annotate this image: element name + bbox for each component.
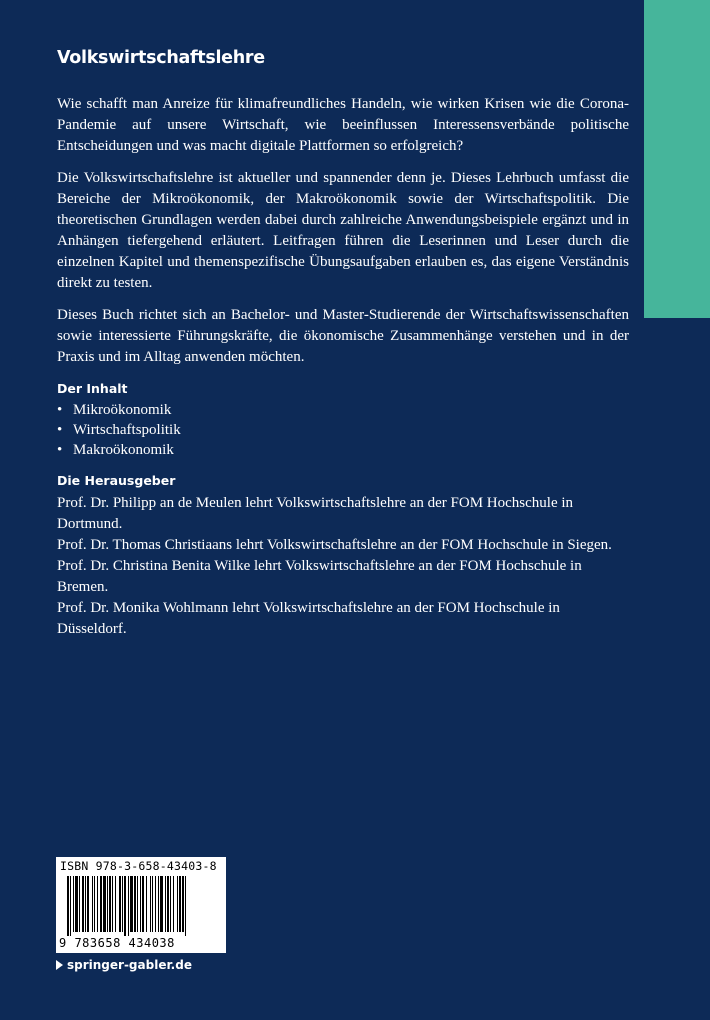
publisher-url: springer-gabler.de bbox=[67, 958, 192, 972]
arrow-right-icon bbox=[56, 960, 63, 970]
list-item: • Mikroökonomik bbox=[57, 400, 629, 420]
barcode-digits: 9 783658 434038 bbox=[59, 936, 175, 950]
editors-list bbox=[57, 493, 629, 640]
audience-paragraph: Dieses Buch richtet sich an Bachelor- und Master-Studierende der Wirtschaftswissenschaften sowie interessierte Führungskräfte, die ökonomische Zusammenhänge verstehen und in der Praxis und im Alltag anwenden möchten. bbox=[57, 307, 629, 365]
isbn-barcode bbox=[56, 857, 226, 953]
list-item: • Makroökonomik bbox=[57, 440, 629, 460]
barcode-icon bbox=[59, 876, 223, 936]
contents-heading: Der Inhalt bbox=[57, 381, 128, 396]
isbn-label: ISBN 978-3-658-43403-8 bbox=[60, 859, 217, 873]
description-paragraph: Die Volkswirtschaftslehre ist aktueller und spannender denn je. Dieses Lehrbuch umfasst die Bereiche der Mikroökonomik, der Makroökonomik sowie der Wirtschaftspolitik. Die theoretischen Grundlagen werden dabei durch zahlreiche Anwendungsbeispiele ergänzt und in Anhängen tiefergehend erläutert. Leitfragen führen die Leserinnen und Leser durch die einzelnen Kapitel und themenspezifische Übungsaufgaben erlauben es, das eigene Verständnis direkt zu testen. bbox=[57, 170, 629, 291]
editor-entry: Prof. Dr. Christina Benita Wilke lehrt Volkswirtschaftslehre an der FOM Hochschule in Bremen. bbox=[57, 558, 582, 595]
intro-paragraph: Wie schafft man Anreize für klimafreundliches Handeln, wie wirken Krisen wie die Corona-Pandemie auf unsere Wirtschaft, wie beeinflussen Interessensverbände politische Entscheidungen und was macht digitale Plattformen so erfolgreich? bbox=[57, 96, 629, 154]
contents-list bbox=[57, 400, 629, 460]
book-title: Volkswirtschaftslehre bbox=[57, 48, 265, 68]
editor-entry: Prof. Dr. Philipp an de Meulen lehrt Volkswirtschaftslehre an der FOM Hochschule in Dortmund. bbox=[57, 495, 574, 532]
editor-entry: Prof. Dr. Monika Wohlmann lehrt Volkswirtschaftslehre an der FOM Hochschule in Düsseldorf. bbox=[57, 600, 560, 637]
editor-entry: Prof. Dr. Thomas Christiaans lehrt Volkswirtschaftslehre an der FOM Hochschule in Siegen. bbox=[57, 537, 612, 553]
list-item: • Wirtschaftspolitik bbox=[57, 420, 629, 440]
accent-strip bbox=[644, 0, 710, 318]
back-cover-text bbox=[57, 44, 629, 640]
publisher-link[interactable] bbox=[56, 958, 192, 972]
editors-heading: Die Herausgeber bbox=[57, 473, 176, 488]
